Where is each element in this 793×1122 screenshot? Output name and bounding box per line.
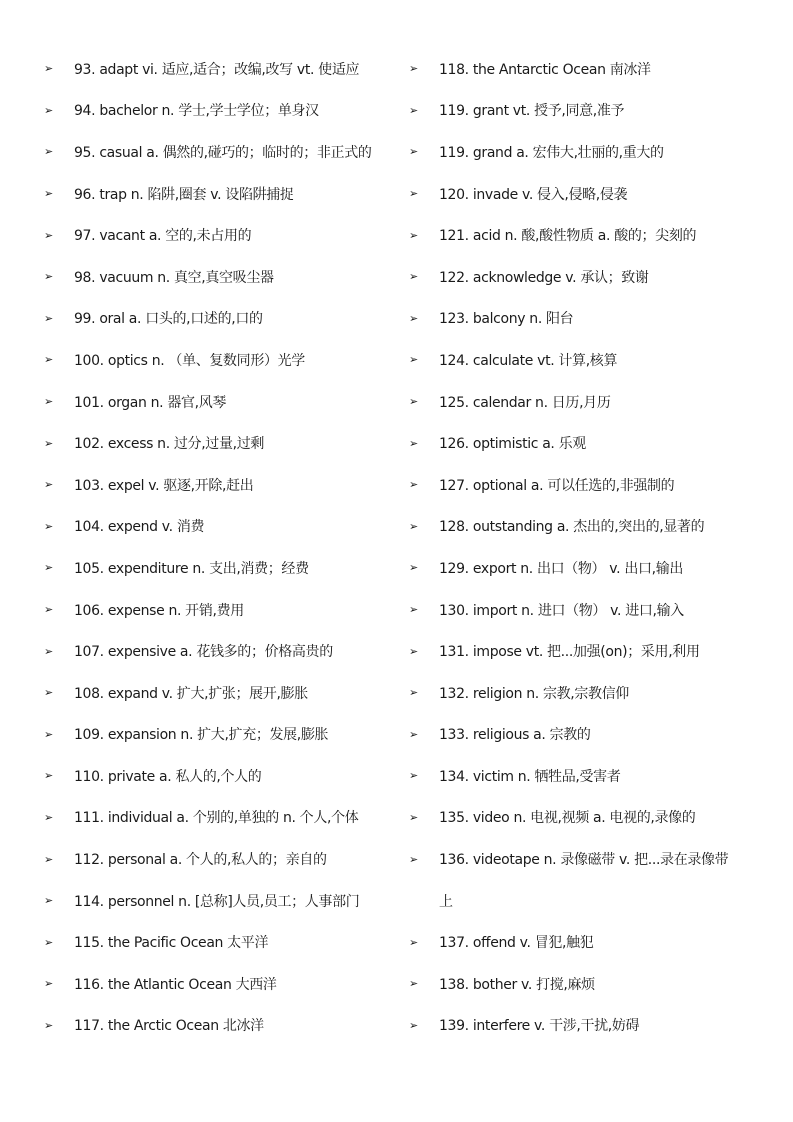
bullet-arrow-icon: ➢ xyxy=(44,977,54,991)
vocab-entry-text: 96. trap n. 陷阱,圈套 v. 设陷阱捕捉 xyxy=(74,186,294,203)
vocab-entry xyxy=(409,422,781,464)
vocab-entry-text: 99. oral a. 口头的,口述的,口的 xyxy=(74,311,263,328)
vocab-entry-text: 118. the Antarctic Ocean 南冰洋 xyxy=(439,61,651,78)
vocab-entry xyxy=(409,1005,781,1047)
bullet-arrow-icon: ➢ xyxy=(44,270,54,284)
bullet-arrow-icon: ➢ xyxy=(409,436,419,450)
vocab-entry-text: 106. expense n. 开销,费用 xyxy=(74,602,244,619)
vocab-entry xyxy=(409,838,781,880)
vocab-entry-text: 108. expand v. 扩大,扩张；展开,膨胀 xyxy=(74,685,308,702)
vocab-entry xyxy=(44,131,394,173)
vocab-entry-text: 107. expensive a. 花钱多的；价格高贵的 xyxy=(74,644,333,661)
vocab-entry-text: 95. casual a. 偶然的,碰巧的；临时的；非正式的 xyxy=(74,144,372,161)
vocab-entry-text: 116. the Atlantic Ocean 大西洋 xyxy=(74,976,277,993)
bullet-arrow-icon: ➢ xyxy=(409,644,419,658)
bullet-arrow-icon: ➢ xyxy=(409,62,419,76)
vocab-column-right xyxy=(409,48,781,1046)
bullet-arrow-icon: ➢ xyxy=(409,478,419,492)
vocab-entry-text: 104. expend v. 消费 xyxy=(74,519,205,536)
bullet-arrow-icon: ➢ xyxy=(409,228,419,242)
vocab-entry-text: 124. calculate vt. 计算,核算 xyxy=(439,352,618,369)
bullet-arrow-icon: ➢ xyxy=(409,935,419,949)
vocab-entry-text: 109. expansion n. 扩大,扩充；发展,膨胀 xyxy=(74,727,329,744)
bullet-arrow-icon: ➢ xyxy=(44,187,54,201)
vocab-entry xyxy=(44,921,394,963)
vocab-entry-text: 110. private a. 私人的,个人的 xyxy=(74,768,262,785)
bullet-arrow-icon: ➢ xyxy=(44,436,54,450)
bullet-arrow-icon: ➢ xyxy=(44,228,54,242)
bullet-arrow-icon: ➢ xyxy=(409,270,419,284)
bullet-arrow-icon: ➢ xyxy=(409,519,419,533)
vocab-entry-text: 139. interfere v. 干涉,干扰,妨碍 xyxy=(439,1018,640,1035)
bullet-arrow-icon: ➢ xyxy=(409,769,419,783)
vocab-entry xyxy=(44,173,394,215)
vocab-entry-text: 125. calendar n. 日历,月历 xyxy=(439,394,611,411)
bullet-arrow-icon: ➢ xyxy=(409,187,419,201)
vocab-entry-text: 122. acknowledge v. 承认；致谢 xyxy=(439,269,649,286)
vocab-entry xyxy=(44,506,394,548)
vocab-entry xyxy=(409,298,781,340)
vocab-entry-text: 119. grand a. 宏伟大,壮丽的,重大的 xyxy=(439,144,664,161)
bullet-arrow-icon: ➢ xyxy=(44,769,54,783)
bullet-arrow-icon: ➢ xyxy=(44,603,54,617)
vocab-entry-text: 94. bachelor n. 学士,学士学位；单身汉 xyxy=(74,103,319,120)
vocab-entry-text: 131. impose vt. 把...加强(on)；采用,利用 xyxy=(439,644,700,661)
bullet-arrow-icon: ➢ xyxy=(409,977,419,991)
vocab-entry xyxy=(409,797,781,839)
vocab-entry xyxy=(44,714,394,756)
bullet-arrow-icon: ➢ xyxy=(409,103,419,117)
vocab-entry xyxy=(44,464,394,506)
vocab-entry xyxy=(409,464,781,506)
vocab-entry-text: 102. excess n. 过分,过量,过剩 xyxy=(74,436,265,453)
bullet-arrow-icon: ➢ xyxy=(44,686,54,700)
bullet-arrow-icon: ➢ xyxy=(44,894,54,908)
vocab-entry xyxy=(44,48,394,90)
bullet-arrow-icon: ➢ xyxy=(409,603,419,617)
vocab-entry-text: 133. religious a. 宗教的 xyxy=(439,727,591,744)
vocab-entry xyxy=(44,880,394,922)
vocab-entry xyxy=(409,48,781,90)
vocab-entry xyxy=(44,256,394,298)
vocab-entry-text: 115. the Pacific Ocean 太平洋 xyxy=(74,935,269,952)
vocab-entry-text: 136. videotape n. 录像磁带 v. 把...录在录像带 xyxy=(439,852,729,869)
vocab-entry-text: 128. outstanding a. 杰出的,突出的,显著的 xyxy=(439,519,705,536)
vocab-entry xyxy=(44,339,394,381)
vocab-entry-text: 93. adapt vi. 适应,适合；改编,改写 vt. 使适应 xyxy=(74,61,360,78)
vocab-entry-text: 98. vacuum n. 真空,真空吸尘器 xyxy=(74,269,274,286)
vocab-entry-text: 120. invade v. 侵入,侵略,侵袭 xyxy=(439,186,628,203)
bullet-arrow-icon: ➢ xyxy=(409,353,419,367)
bullet-arrow-icon: ➢ xyxy=(44,561,54,575)
bullet-arrow-icon: ➢ xyxy=(409,1018,419,1032)
bullet-arrow-icon: ➢ xyxy=(44,478,54,492)
vocab-entry-text: 134. victim n. 牺牲品,受害者 xyxy=(439,768,621,785)
vocab-entry xyxy=(409,880,781,922)
bullet-arrow-icon: ➢ xyxy=(44,353,54,367)
vocab-entry xyxy=(409,714,781,756)
vocab-entry xyxy=(409,963,781,1005)
vocab-entry-text: 97. vacant a. 空的,未占用的 xyxy=(74,228,252,245)
vocab-entry xyxy=(409,589,781,631)
vocab-entry xyxy=(44,589,394,631)
vocab-entry xyxy=(44,381,394,423)
vocab-entry xyxy=(44,298,394,340)
vocab-entry-text: 101. organ n. 器官,风琴 xyxy=(74,394,227,411)
bullet-arrow-icon: ➢ xyxy=(409,311,419,325)
vocab-entry xyxy=(44,838,394,880)
vocab-entry xyxy=(409,131,781,173)
vocab-entry xyxy=(44,1005,394,1047)
bullet-arrow-icon: ➢ xyxy=(44,395,54,409)
bullet-arrow-icon: ➢ xyxy=(409,561,419,575)
vocab-entry xyxy=(44,214,394,256)
vocab-entry-text: 127. optional a. 可以任选的,非强制的 xyxy=(439,477,675,494)
vocab-entry xyxy=(409,672,781,714)
bullet-arrow-icon: ➢ xyxy=(44,311,54,325)
vocab-entry-text: 135. video n. 电视,视频 a. 电视的,录像的 xyxy=(439,810,696,827)
vocab-entry xyxy=(409,90,781,132)
vocab-entry-text: 138. bother v. 打搅,麻烦 xyxy=(439,976,595,993)
vocab-entry xyxy=(409,256,781,298)
vocab-entry-text: 123. balcony n. 阳台 xyxy=(439,311,574,328)
vocab-entry-text: 105. expenditure n. 支出,消费；经费 xyxy=(74,560,309,577)
bullet-arrow-icon: ➢ xyxy=(409,810,419,824)
vocab-entry xyxy=(409,755,781,797)
vocab-entry-text: 132. religion n. 宗教,宗教信仰 xyxy=(439,685,629,702)
vocab-entry xyxy=(44,422,394,464)
vocab-entry xyxy=(409,630,781,672)
vocab-entry-text: 100. optics n. （单、复数同形）光学 xyxy=(74,352,305,369)
vocab-entry-text: 130. import n. 进口（物） v. 进口,输入 xyxy=(439,602,684,619)
bullet-arrow-icon: ➢ xyxy=(44,935,54,949)
vocab-entry xyxy=(44,672,394,714)
vocab-entry xyxy=(44,547,394,589)
bullet-arrow-icon: ➢ xyxy=(44,727,54,741)
vocab-entry-text: 117. the Arctic Ocean 北冰洋 xyxy=(74,1018,264,1035)
vocab-entry xyxy=(409,921,781,963)
vocab-entry xyxy=(44,755,394,797)
bullet-arrow-icon: ➢ xyxy=(409,395,419,409)
vocab-entry xyxy=(44,630,394,672)
bullet-arrow-icon: ➢ xyxy=(44,103,54,117)
vocab-entry xyxy=(44,963,394,1005)
vocab-entry xyxy=(409,214,781,256)
bullet-arrow-icon: ➢ xyxy=(44,1018,54,1032)
vocab-entry-text: 137. offend v. 冒犯,触犯 xyxy=(439,935,594,952)
vocab-entry-text: 111. individual a. 个别的,单独的 n. 个人,个体 xyxy=(74,810,359,827)
bullet-arrow-icon: ➢ xyxy=(44,644,54,658)
vocab-entry xyxy=(409,339,781,381)
vocab-entry xyxy=(409,506,781,548)
bullet-arrow-icon: ➢ xyxy=(44,810,54,824)
bullet-arrow-icon: ➢ xyxy=(409,145,419,159)
vocab-entry-text: 103. expel v. 驱逐,开除,赶出 xyxy=(74,477,254,494)
bullet-arrow-icon: ➢ xyxy=(44,519,54,533)
vocab-entry-text: 121. acid n. 酸,酸性物质 a. 酸的；尖刻的 xyxy=(439,228,697,245)
vocab-entry-text: 112. personal a. 个人的,私人的；亲自的 xyxy=(74,852,327,869)
vocab-entry xyxy=(44,90,394,132)
vocab-entry-text: 114. personnel n. [总称]人员,员工；人事部门 xyxy=(74,893,360,910)
vocab-entry-text: 129. export n. 出口（物） v. 出口,输出 xyxy=(439,560,684,577)
vocab-entry-text: 上 xyxy=(439,893,453,910)
bullet-arrow-icon: ➢ xyxy=(409,852,419,866)
bullet-arrow-icon: ➢ xyxy=(409,727,419,741)
bullet-arrow-icon: ➢ xyxy=(409,686,419,700)
vocab-entry xyxy=(409,381,781,423)
bullet-arrow-icon: ➢ xyxy=(44,852,54,866)
vocab-entry xyxy=(44,797,394,839)
vocab-entry xyxy=(409,173,781,215)
vocab-column-left xyxy=(44,48,394,1046)
vocab-entry-text: 119. grant vt. 授予,同意,准予 xyxy=(439,103,625,120)
bullet-arrow-icon: ➢ xyxy=(44,62,54,76)
vocab-entry xyxy=(409,547,781,589)
bullet-arrow-icon: ➢ xyxy=(44,145,54,159)
vocab-entry-text: 126. optimistic a. 乐观 xyxy=(439,436,586,453)
